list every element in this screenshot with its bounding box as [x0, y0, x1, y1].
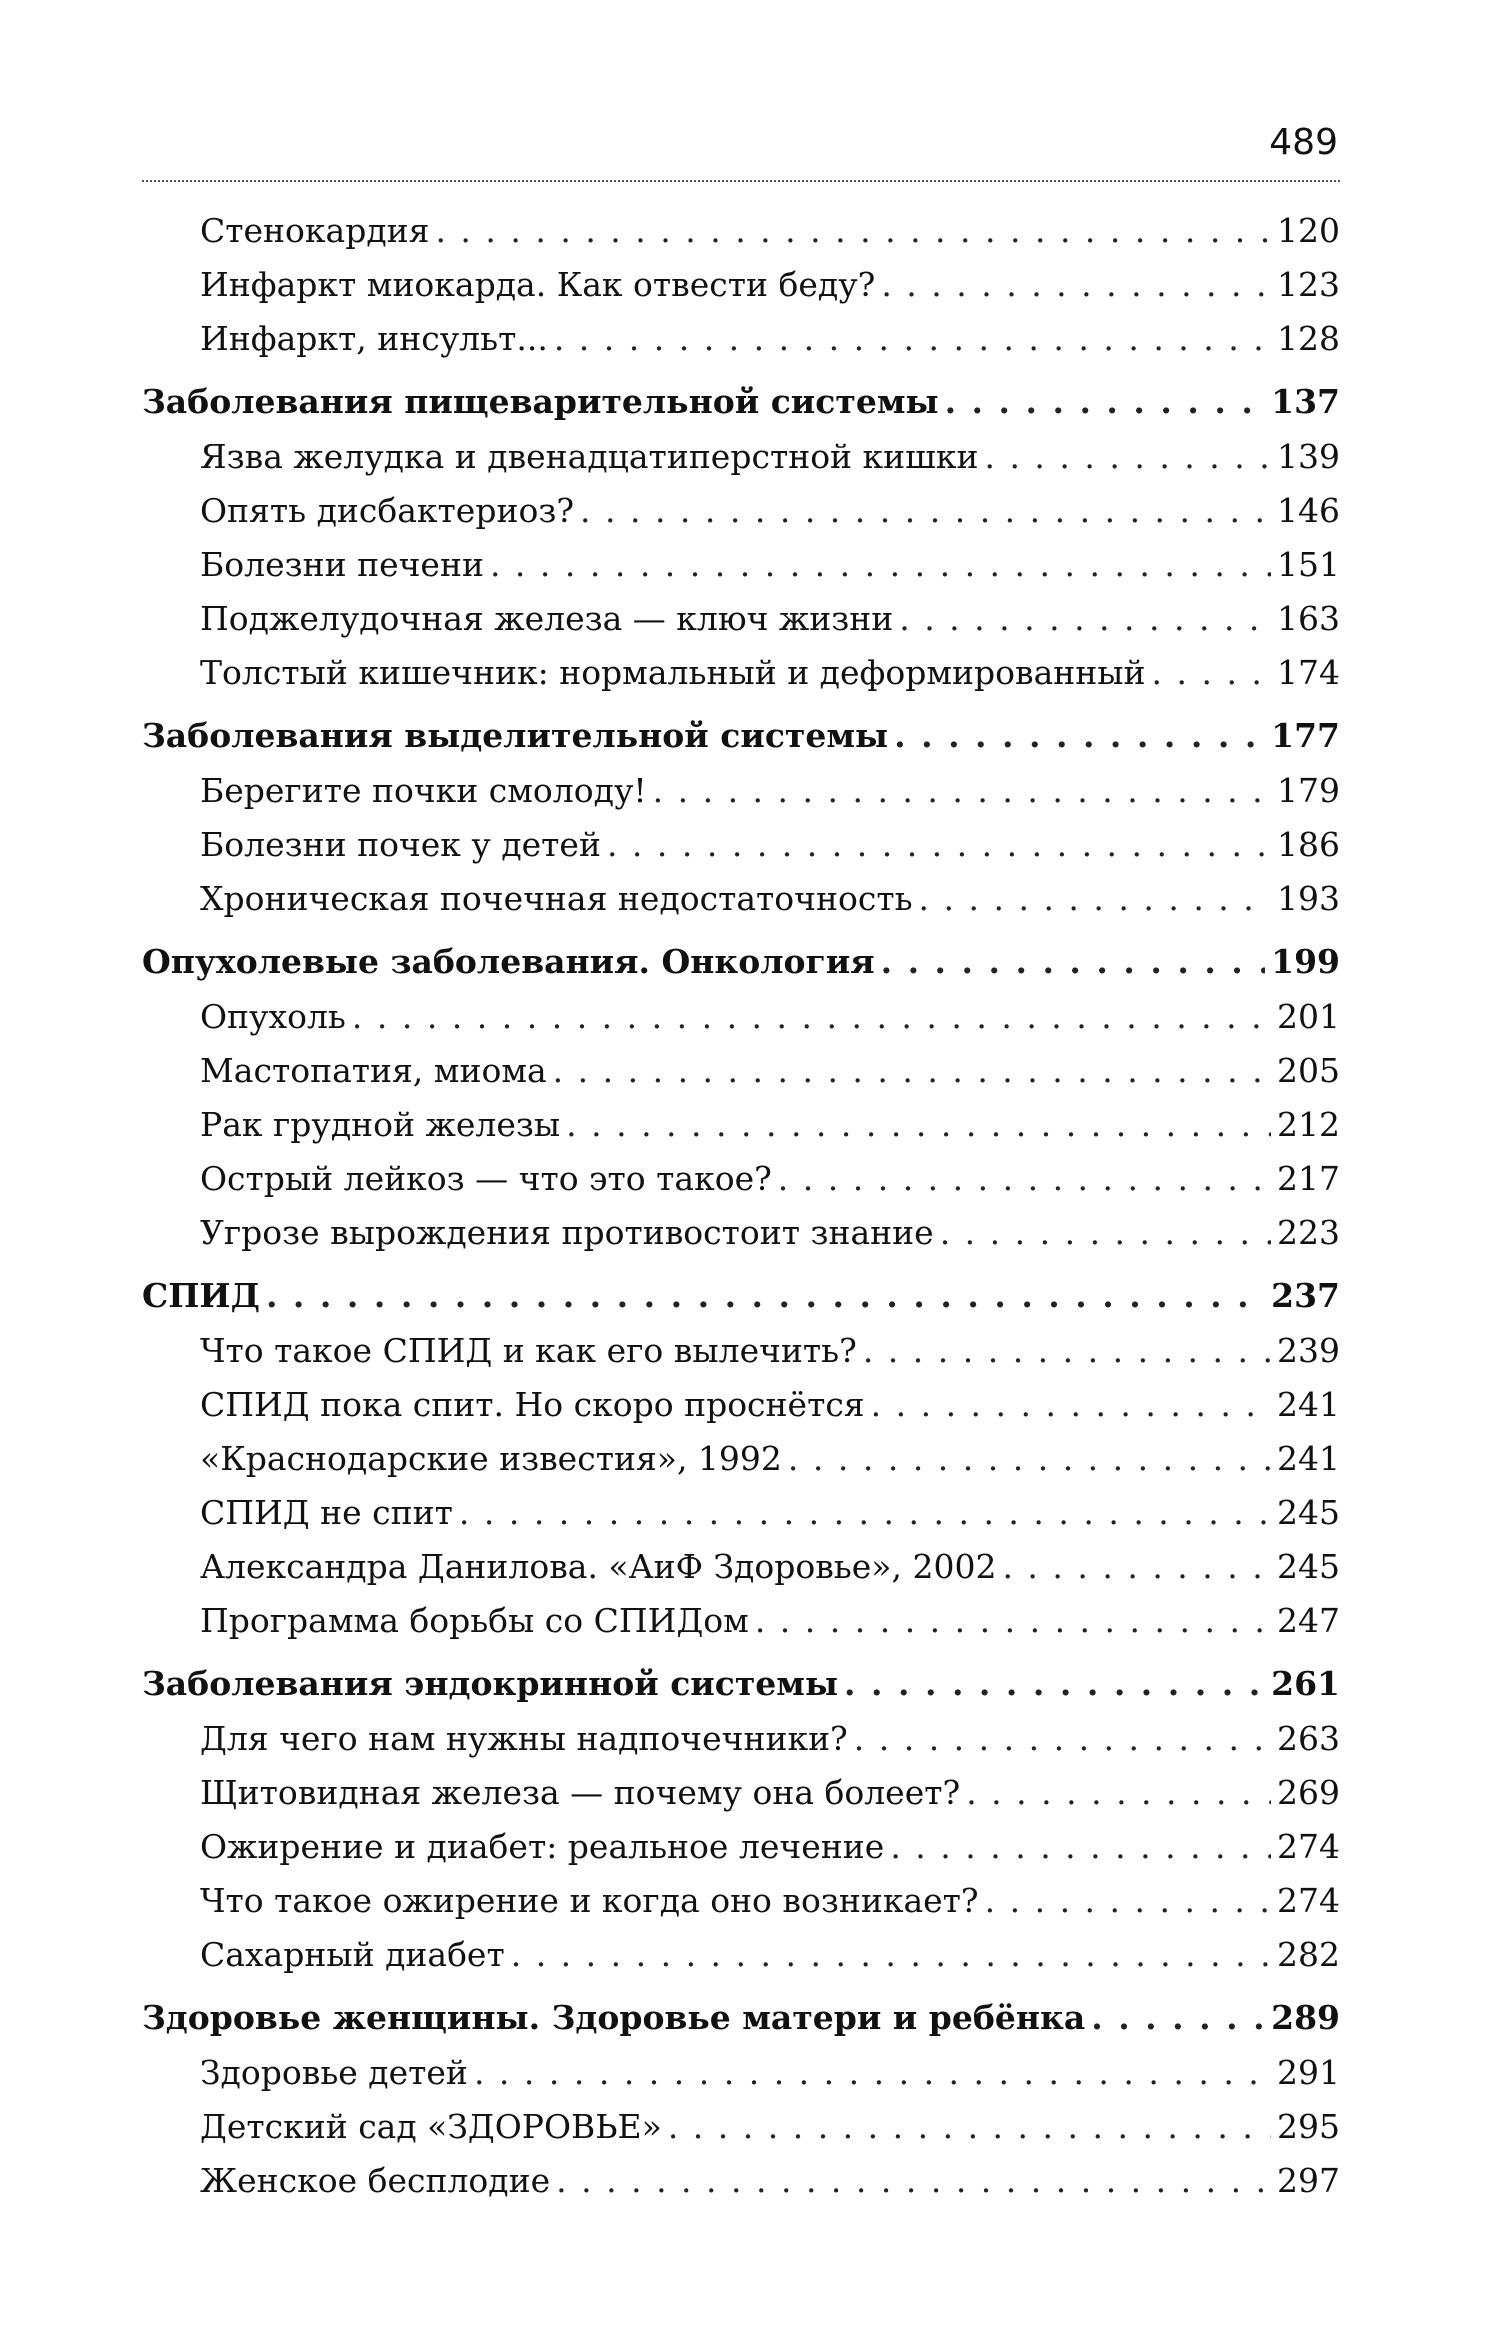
toc-entry-title: Программа борьбы со СПИДом: [200, 1601, 749, 1640]
toc-subsection-entry: [142, 1874, 1340, 1928]
toc-entry-page: 186: [1277, 825, 1340, 864]
toc-entry-title: Сахарный диабет: [200, 1935, 505, 1974]
toc-dot-leader: [899, 592, 1271, 646]
toc-subsection-entry: [142, 2154, 1340, 2208]
toc-subsection-entry: [142, 1540, 1340, 1594]
toc-dot-leader: [881, 258, 1271, 312]
toc-subsection-entry: [142, 592, 1340, 646]
toc-section-entry: [142, 1268, 1340, 1324]
toc-entry-title: Здоровье детей: [200, 2053, 468, 2092]
toc-entry-title: Женское бесплодие: [200, 2161, 551, 2200]
book-page: [142, 118, 1340, 2208]
toc-entry-page: 120: [1277, 211, 1340, 250]
toc-entry-page: 146: [1277, 491, 1340, 530]
toc-dot-leader: [881, 934, 1266, 990]
toc-subsection-entry: [142, 1152, 1340, 1206]
toc-dot-leader: [490, 538, 1271, 592]
toc-entry-page: 269: [1277, 1773, 1340, 1812]
toc-entry-title: Болезни печени: [200, 545, 484, 584]
header-rule: [142, 180, 1340, 182]
toc-section-entry: [142, 1990, 1340, 2046]
toc-entry-title: Опухолевые заболевания. Онкология: [142, 942, 875, 981]
toc-dot-leader: [890, 1820, 1271, 1874]
toc-entry-title: СПИД пока спит. Но скоро проснётся: [200, 1385, 865, 1424]
toc-dot-leader: [894, 708, 1265, 764]
toc-subsection-entry: [142, 204, 1340, 258]
toc-entry-page: 199: [1271, 942, 1340, 981]
toc-entry-title: СПИД не спит: [200, 1493, 453, 1532]
toc-dot-leader: [352, 990, 1271, 1044]
toc-entry-title: Толстый кишечник: нормальный и деформированный: [200, 653, 1146, 692]
toc-entry-page: 247: [1277, 1601, 1340, 1640]
toc-entry-title: Здоровье женщины. Здоровье матери и ребёнка: [142, 1998, 1086, 2037]
toc-entry-page: 282: [1277, 1935, 1340, 1974]
toc-entry-page: 193: [1277, 879, 1340, 918]
toc-entry-title: Острый лейкоз — что это такое?: [200, 1159, 772, 1198]
toc-dot-leader: [668, 2100, 1271, 2154]
toc-entry-title: Что такое ожирение и когда оно возникает?: [200, 1881, 979, 1920]
toc-subsection-entry: [142, 646, 1340, 700]
toc-entry-page: 263: [1277, 1719, 1340, 1758]
toc-subsection-entry: [142, 990, 1340, 1044]
toc-dot-leader: [653, 764, 1271, 818]
toc-entry-page: 239: [1277, 1331, 1340, 1370]
toc-dot-leader: [474, 2046, 1271, 2100]
toc-entry-page: 179: [1277, 771, 1340, 810]
toc-entry-page: 289: [1271, 1998, 1340, 2037]
toc-entry-page: 128: [1277, 319, 1340, 358]
toc-entry-page: 163: [1277, 599, 1340, 638]
toc-entry-title: Что такое СПИД и как его вылечить?: [200, 1331, 857, 1370]
toc-subsection-entry: [142, 1820, 1340, 1874]
toc-dot-leader: [940, 1206, 1271, 1260]
toc-subsection-entry: [142, 1766, 1340, 1820]
toc-entry-page: 151: [1277, 545, 1340, 584]
toc-dot-leader: [553, 1044, 1271, 1098]
toc-subsection-entry: [142, 1044, 1340, 1098]
toc-entry-title: Для чего нам нужны надпочечники?: [200, 1719, 848, 1758]
toc-entry-page: 291: [1277, 2053, 1340, 2092]
toc-dot-leader: [1152, 646, 1271, 700]
toc-dot-leader: [844, 1656, 1265, 1712]
toc-subsection-entry: [142, 312, 1340, 366]
toc-subsection-entry: [142, 484, 1340, 538]
table-of-contents: [142, 204, 1340, 2208]
toc-entry-page: 261: [1271, 1664, 1340, 1703]
toc-dot-leader: [755, 1594, 1271, 1648]
toc-subsection-entry: [142, 1928, 1340, 1982]
toc-entry-page: 201: [1277, 997, 1340, 1036]
toc-dot-leader: [985, 1874, 1271, 1928]
toc-dot-leader: [435, 204, 1271, 258]
toc-entry-title: Заболевания эндокринной системы: [142, 1664, 839, 1703]
toc-entry-page: 241: [1277, 1439, 1340, 1478]
toc-entry-page: 223: [1277, 1213, 1340, 1252]
toc-entry-title: Мастопатия, миома: [200, 1051, 547, 1090]
toc-entry-title: Язва желудка и двенадцатиперстной кишки: [200, 437, 979, 476]
toc-subsection-entry: [142, 1098, 1340, 1152]
toc-dot-leader: [511, 1928, 1271, 1982]
toc-dot-leader: [871, 1378, 1271, 1432]
toc-subsection-entry: [142, 1432, 1340, 1486]
toc-dot-leader: [778, 1152, 1271, 1206]
toc-entry-title: СПИД: [142, 1276, 260, 1315]
toc-entry-title: Заболевания выделительной системы: [142, 716, 889, 755]
toc-entry-title: Опухоль: [200, 997, 346, 1036]
toc-dot-leader: [1091, 1990, 1265, 2046]
toc-subsection-entry: [142, 2100, 1340, 2154]
toc-entry-page: 137: [1271, 382, 1340, 421]
toc-subsection-entry: [142, 1206, 1340, 1260]
toc-section-entry: [142, 374, 1340, 430]
toc-entry-title: Детский сад «ЗДОРОВЬЕ»: [200, 2107, 662, 2146]
toc-subsection-entry: [142, 2046, 1340, 2100]
toc-subsection-entry: [142, 1594, 1340, 1648]
toc-entry-title: Заболевания пищеварительной системы: [142, 382, 939, 421]
toc-dot-leader: [984, 430, 1271, 484]
toc-dot-leader: [580, 484, 1271, 538]
toc-entry-title: Опять дисбактериоз?: [200, 491, 575, 530]
toc-entry-page: 245: [1277, 1547, 1340, 1586]
toc-dot-leader: [266, 1268, 1265, 1324]
toc-subsection-entry: [142, 1378, 1340, 1432]
toc-subsection-entry: [142, 764, 1340, 818]
toc-dot-leader: [863, 1324, 1271, 1378]
toc-subsection-entry: [142, 1324, 1340, 1378]
toc-entry-page: 212: [1277, 1105, 1340, 1144]
toc-subsection-entry: [142, 258, 1340, 312]
toc-entry-page: 297: [1277, 2161, 1340, 2200]
toc-entry-page: 123: [1277, 265, 1340, 304]
toc-subsection-entry: [142, 1712, 1340, 1766]
toc-dot-leader: [556, 2154, 1271, 2208]
toc-entry-page: 274: [1277, 1827, 1340, 1866]
toc-subsection-entry: [142, 538, 1340, 592]
toc-entry-title: Щитовидная железа — почему она болеет?: [200, 1773, 961, 1812]
toc-entry-title: Рак грудной железы: [200, 1105, 561, 1144]
toc-entry-title: Александра Данилова. «АиФ Здоровье», 2002: [200, 1547, 997, 1586]
toc-dot-leader: [1002, 1540, 1271, 1594]
toc-entry-title: Хроническая почечная недостаточность: [200, 879, 913, 918]
toc-entry-title: Стенокардия: [200, 211, 430, 250]
toc-entry-title: Поджелудочная железа — ключ жизни: [200, 599, 894, 638]
toc-dot-leader: [788, 1432, 1271, 1486]
toc-entry-page: 274: [1277, 1881, 1340, 1920]
toc-dot-leader: [554, 312, 1271, 366]
toc-entry-page: 241: [1277, 1385, 1340, 1424]
toc-entry-title: Угрозе вырождения противостоит знание: [200, 1213, 934, 1252]
toc-entry-page: 295: [1277, 2107, 1340, 2146]
toc-subsection-entry: [142, 1486, 1340, 1540]
toc-subsection-entry: [142, 430, 1340, 484]
toc-dot-leader: [607, 818, 1271, 872]
toc-subsection-entry: [142, 818, 1340, 872]
toc-dot-leader: [966, 1766, 1271, 1820]
toc-entry-title: Инфаркт миокарда. Как отвести беду?: [200, 265, 876, 304]
toc-section-entry: [142, 934, 1340, 990]
toc-entry-page: 139: [1277, 437, 1340, 476]
toc-section-entry: [142, 1656, 1340, 1712]
toc-subsection-entry: [142, 872, 1340, 926]
toc-entry-page: 245: [1277, 1493, 1340, 1532]
toc-entry-title: Болезни почек у детей: [200, 825, 601, 864]
toc-entry-title: Берегите почки смолоду!: [200, 771, 647, 810]
toc-dot-leader: [919, 872, 1271, 926]
page-number: 489: [1269, 122, 1338, 163]
toc-entry-page: 174: [1277, 653, 1340, 692]
toc-dot-leader: [459, 1486, 1271, 1540]
toc-entry-page: 205: [1277, 1051, 1340, 1090]
toc-entry-title: Ожирение и диабет: реальное лечение: [200, 1827, 885, 1866]
toc-dot-leader: [854, 1712, 1271, 1766]
toc-entry-page: 237: [1271, 1276, 1340, 1315]
toc-dot-leader: [566, 1098, 1271, 1152]
toc-dot-leader: [945, 374, 1266, 430]
toc-entry-title: Инфаркт, инсульт...: [200, 319, 548, 358]
toc-section-entry: [142, 708, 1340, 764]
toc-entry-title: «Краснодарские известия», 1992: [200, 1439, 782, 1478]
toc-entry-page: 177: [1271, 716, 1340, 755]
toc-entry-page: 217: [1277, 1159, 1340, 1198]
